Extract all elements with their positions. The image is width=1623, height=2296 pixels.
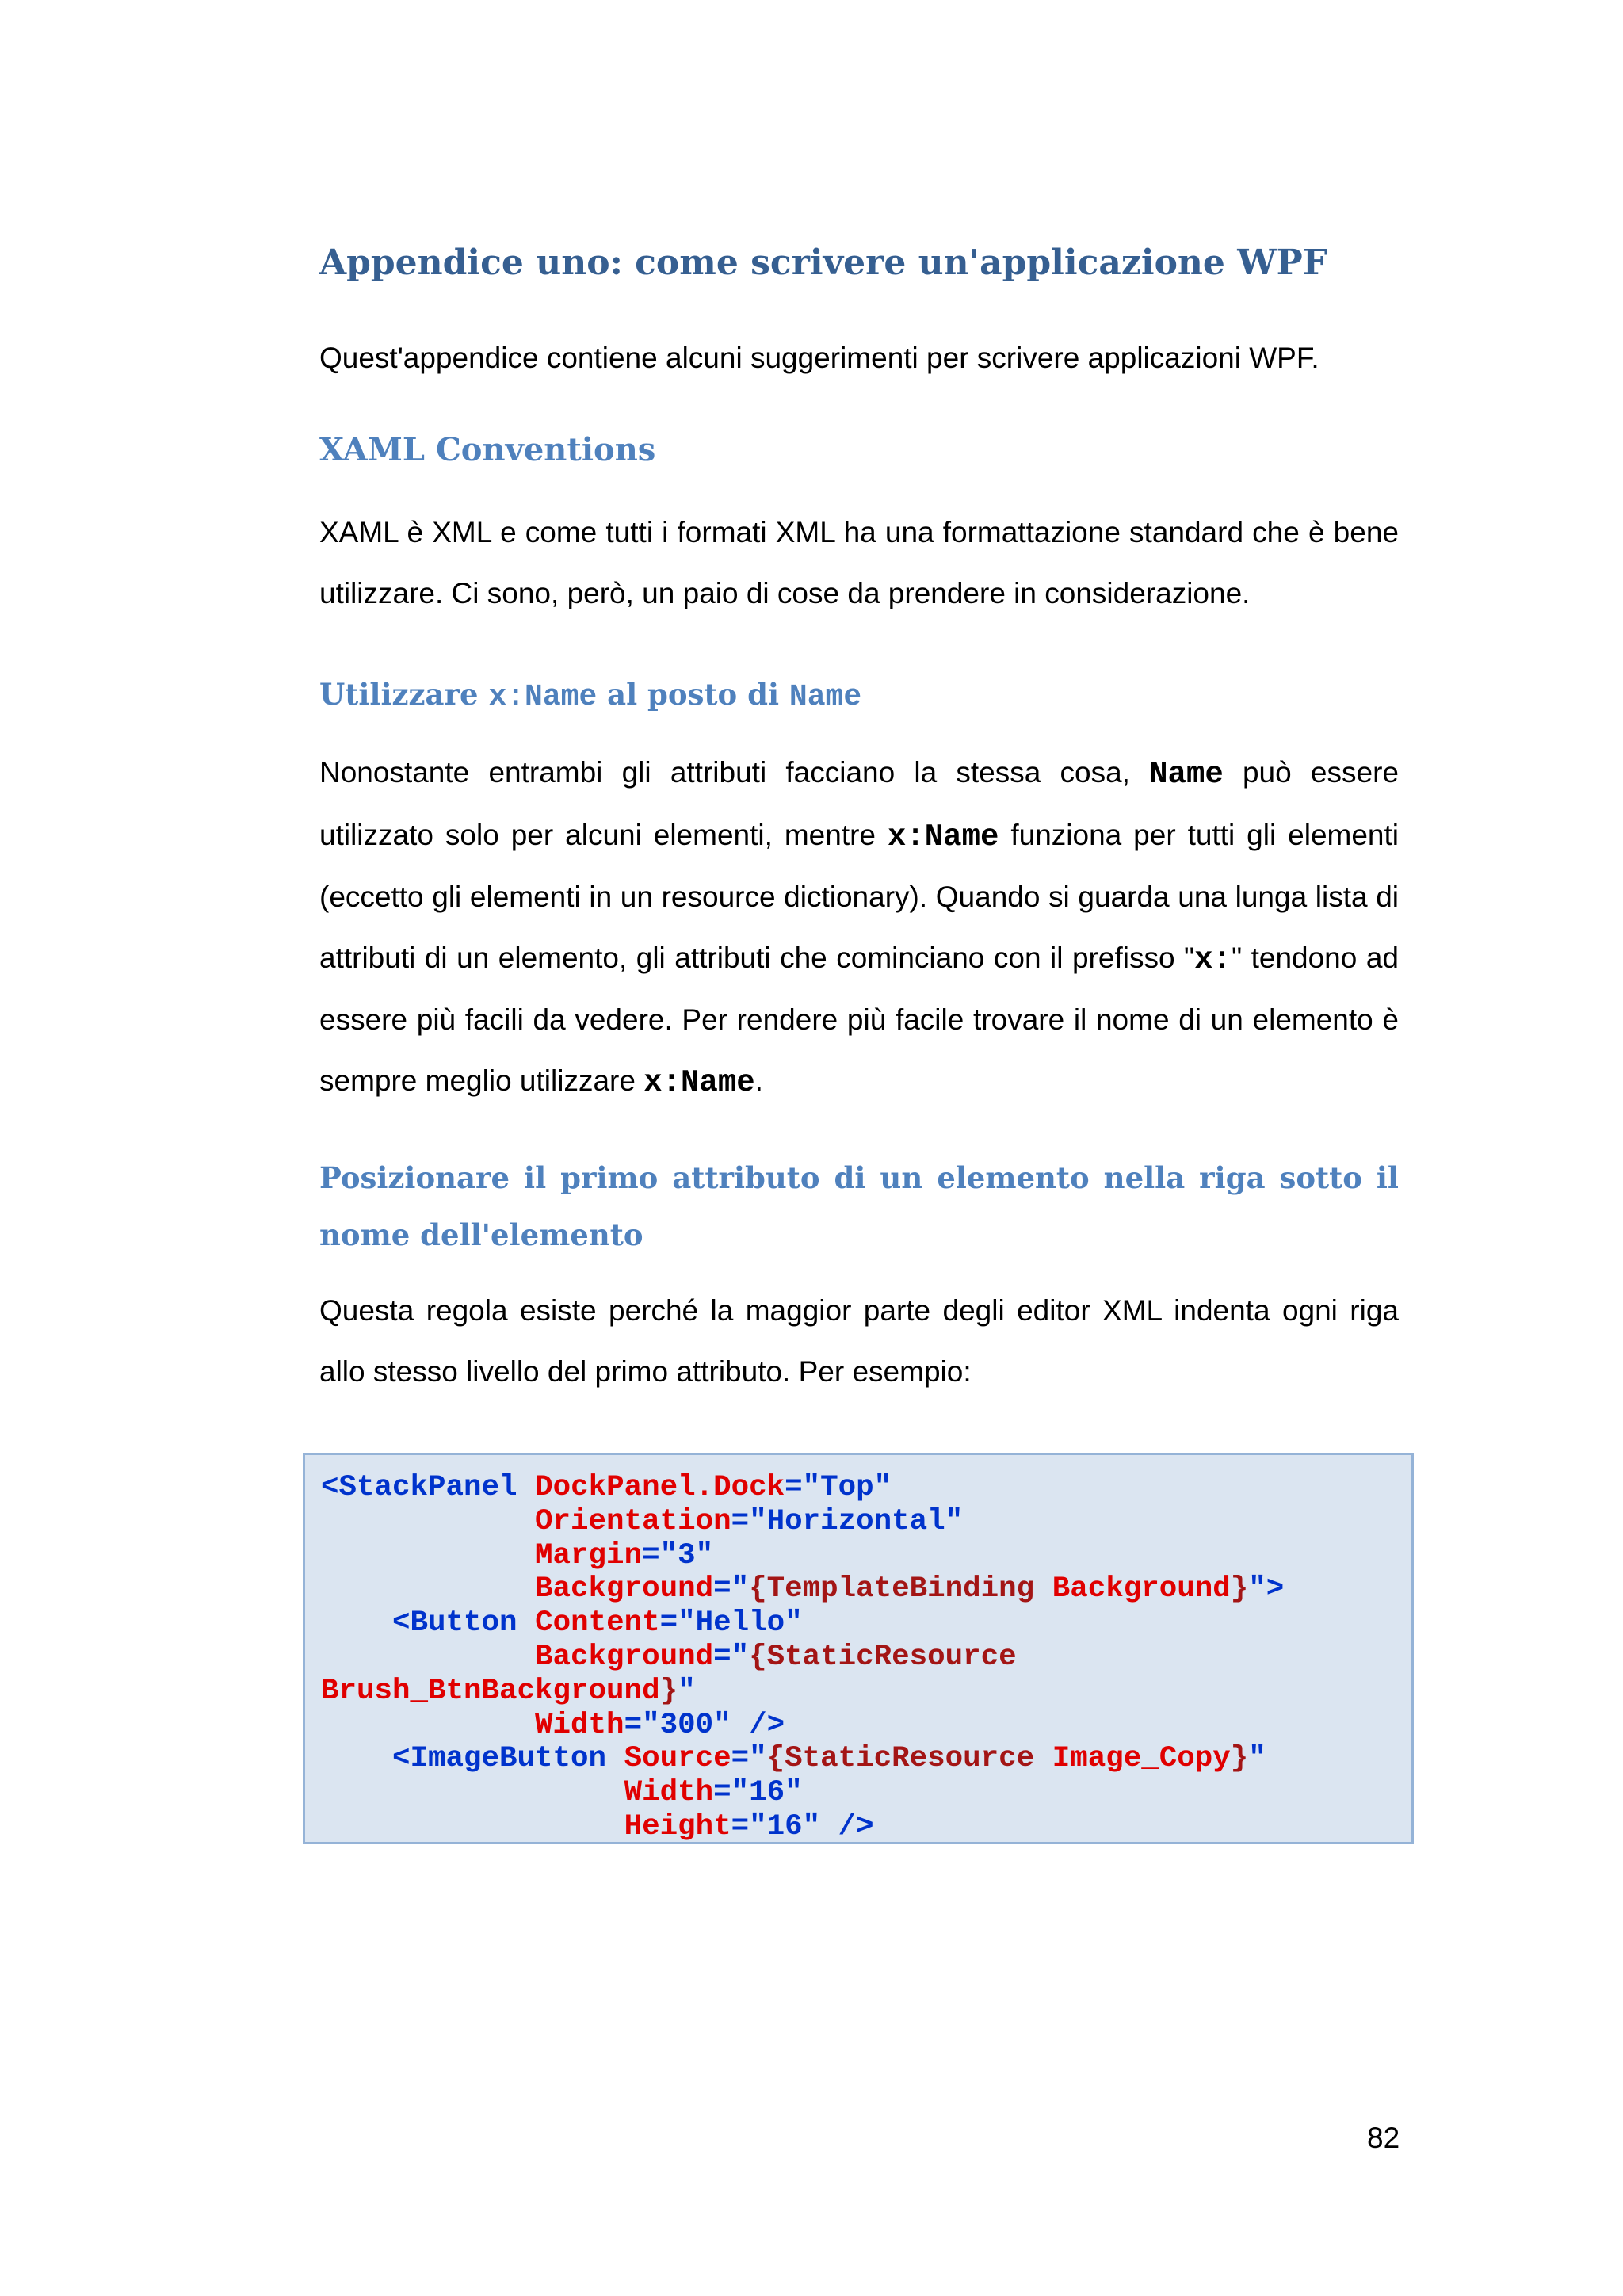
code-token: Height	[624, 1809, 731, 1843]
code-token: Background	[535, 1572, 714, 1606]
paragraph-text: .	[754, 1064, 763, 1097]
code-line	[321, 1539, 713, 1572]
code-token: Source	[624, 1742, 731, 1776]
paragraph-text: " tendono ad essere più facili da vedere. Per rendere più facile trovare il nome di un elemento è sempre meglio utilizzare	[319, 941, 1399, 1097]
code-line	[321, 1505, 963, 1538]
inline-code-xname: x:Name	[887, 819, 999, 854]
code-listing	[321, 1471, 1411, 1844]
code-token: }	[1230, 1742, 1249, 1776]
code-token: ="300" />	[624, 1708, 785, 1742]
code-token: ="	[731, 1742, 767, 1776]
code-token: <StackPanel	[321, 1471, 517, 1504]
code-line	[321, 1572, 1284, 1606]
inline-code-name: Name	[1149, 757, 1224, 792]
code-line	[321, 1471, 892, 1504]
section-heading-xaml-conventions: XAML Conventions	[319, 431, 656, 468]
code-token: Brush_BtnBackground	[321, 1674, 660, 1708]
code-line	[321, 1742, 1266, 1775]
code-token: ="16"	[713, 1776, 803, 1810]
subheading-code-name: Name	[789, 680, 862, 714]
code-line	[321, 1776, 803, 1809]
code-token: Background	[1052, 1572, 1231, 1606]
inline-code-x-prefix: x:	[1194, 942, 1232, 977]
code-token: DockPanel.Dock	[535, 1471, 785, 1504]
code-token: }	[659, 1674, 678, 1708]
code-token: Image_Copy	[1052, 1742, 1231, 1776]
code-token: }	[1230, 1572, 1249, 1606]
code-token: <Button	[392, 1606, 517, 1641]
code-token: {StaticResource	[749, 1640, 1017, 1674]
code-line	[321, 1709, 785, 1742]
xname-paragraph	[319, 743, 1399, 1113]
code-line	[321, 1675, 696, 1708]
xaml-conventions-paragraph	[319, 502, 1399, 624]
code-token: Background	[535, 1640, 714, 1674]
code-token	[321, 1742, 392, 1775]
code-token	[321, 1810, 624, 1843]
code-line	[321, 1641, 1017, 1674]
code-token: Orientation	[535, 1504, 731, 1538]
code-token	[321, 1505, 535, 1538]
subheading-text: al posto di	[597, 677, 789, 712]
code-token: ="	[713, 1640, 750, 1674]
paragraph-text: può essere utilizzato solo per alcuni elementi, mentre	[319, 756, 1399, 851]
code-token: ">	[1248, 1572, 1285, 1606]
paragraph-text: Nonostante entrambi gli attributi facciano la stessa cosa,	[319, 756, 1150, 789]
code-token	[517, 1471, 536, 1504]
code-token: Margin	[535, 1538, 643, 1572]
code-token	[517, 1606, 536, 1640]
code-token: Width	[624, 1776, 714, 1810]
code-token: "	[678, 1674, 696, 1708]
code-token: <ImageButton	[392, 1742, 607, 1776]
code-token	[321, 1641, 535, 1674]
subheading-use-xname	[319, 666, 1399, 726]
subheading-text: Utilizzare	[319, 677, 489, 712]
code-token	[1034, 1572, 1052, 1606]
code-token: ="	[713, 1572, 750, 1606]
page-title: Appendice uno: come scrivere un'applicazione WPF	[319, 243, 1327, 283]
code-token	[1034, 1742, 1052, 1775]
code-token: {StaticResource	[766, 1742, 1035, 1776]
code-token: ="Top"	[785, 1471, 892, 1504]
code-token	[321, 1539, 535, 1572]
paragraph-text: funziona per tutti gli elementi (eccetto gli elementi in un resource dictionary). Quando si guarda una lunga lista di attributi di un elemento, gli attributi che cominciano con il prefisso "	[319, 818, 1399, 974]
code-token: Content	[535, 1606, 660, 1641]
code-token	[321, 1776, 624, 1809]
code-token: {TemplateBinding	[749, 1572, 1035, 1606]
code-token: ="Horizontal"	[731, 1504, 964, 1538]
code-token: ="Hello"	[659, 1606, 803, 1641]
xaml-conventions-text: XAML è XML e come tutti i formati XML ha una formattazione standard che è bene utilizzare. Ci sono, però, un paio di cose da prendere in considerazione.	[319, 516, 1399, 609]
code-token: ="16" />	[731, 1809, 874, 1843]
code-token: ="3"	[642, 1538, 714, 1572]
first-attribute-paragraph: Questa regola esiste perché la maggior parte degli editor XML indenta ogni riga allo stesso livello del primo attributo. Per esempio:	[319, 1294, 1399, 1388]
code-line	[321, 1810, 874, 1843]
code-line	[321, 1606, 803, 1640]
subheading-first-attribute-position: Posizionare il primo attributo di un elemento nella riga sotto il nome dell'elemento	[319, 1160, 1399, 1252]
code-token	[321, 1709, 535, 1742]
intro-paragraph: Quest'appendice contiene alcuni suggerimenti per scrivere applicazioni WPF.	[319, 342, 1319, 374]
inline-code-xname: x:Name	[643, 1064, 755, 1100]
code-token	[321, 1606, 392, 1640]
code-token	[606, 1742, 624, 1775]
subheading-code-xname: x:Name	[488, 680, 598, 714]
code-token: "	[1248, 1742, 1266, 1776]
code-token: Width	[535, 1708, 624, 1742]
code-example-box	[303, 1453, 1414, 1844]
code-token	[321, 1572, 535, 1606]
page-number: 82	[1367, 2122, 1400, 2154]
